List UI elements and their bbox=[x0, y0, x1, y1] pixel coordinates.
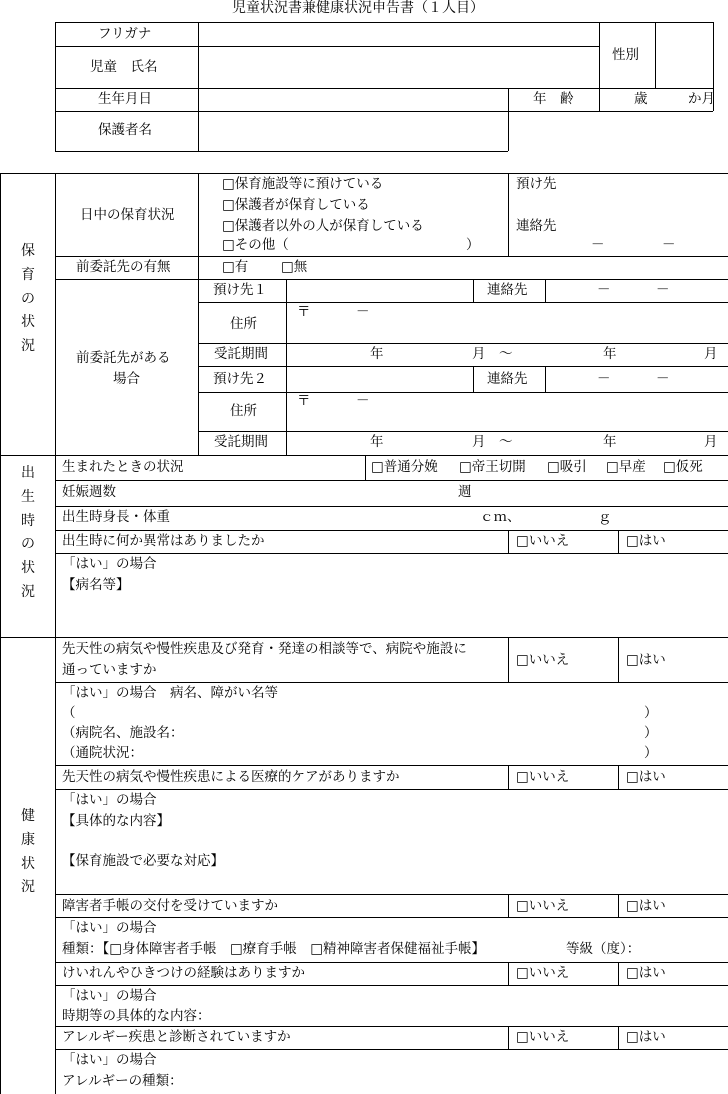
q4-period-detail: 時期等の具体的な内容： bbox=[62, 1008, 211, 1024]
q1-line2: 通っていますか bbox=[62, 662, 157, 678]
q2-yes[interactable]: □はい bbox=[626, 769, 666, 785]
birth-cm-unit: ｃｍ、 bbox=[480, 509, 521, 525]
period2-month-end: 月 bbox=[704, 434, 718, 450]
q1-if-yes: 「はい」の場合 病名、障がい名等 bbox=[62, 685, 278, 701]
q2-needed: 【保育施設で必要な対応】 bbox=[62, 853, 224, 869]
postal2-mark: 〒 bbox=[297, 393, 311, 409]
azukesaki-label: 預け先 bbox=[516, 176, 557, 192]
age-label: 年 齢 bbox=[533, 91, 574, 107]
period2-year-end: 年 bbox=[603, 434, 617, 450]
option-other-close: ） bbox=[466, 237, 480, 253]
period2-month-start: 月 bbox=[472, 434, 486, 450]
contact2-dash-2: － bbox=[656, 371, 670, 387]
period2-tilde: ～ bbox=[499, 434, 513, 450]
gestation-label: 妊娠週数 bbox=[62, 484, 116, 500]
q5-if-yes: 「はい」の場合 bbox=[62, 1052, 157, 1068]
q2-question: 先天性の病気や慢性疾患による医療的ケアがありますか bbox=[62, 769, 400, 785]
born-premature-checkbox[interactable]: □早産 bbox=[606, 459, 646, 475]
q1-hospital: （病院名、施設名： bbox=[62, 725, 184, 741]
born-suction-checkbox[interactable]: □吸引 bbox=[547, 459, 587, 475]
period1-label: 受託期間 bbox=[214, 346, 268, 362]
birth-section-label: 出生時の状況 bbox=[21, 465, 35, 600]
phone-dash-1: － bbox=[591, 237, 605, 253]
age-months-unit: か月 bbox=[688, 91, 715, 107]
child-name-label: 児童 氏名 bbox=[90, 59, 158, 75]
health-section-label: 健康状況 bbox=[21, 808, 35, 896]
q1-paren-close: ） bbox=[644, 705, 658, 721]
prev-yes-checkbox[interactable]: □有 bbox=[222, 259, 249, 275]
age-years-unit: 歳 bbox=[634, 91, 648, 107]
birth-if-yes: 「はい」の場合 bbox=[62, 556, 157, 572]
q3-if-yes: 「はい」の場合 bbox=[62, 920, 157, 936]
q3-no[interactable]: □いいえ bbox=[516, 898, 570, 914]
q3-question: 障害者手帳の交付を受けていますか bbox=[62, 898, 278, 914]
period1-year-end: 年 bbox=[603, 346, 617, 362]
born-normal-checkbox[interactable]: □普通分娩 bbox=[371, 459, 438, 475]
day-care-label: 日中の保育状況 bbox=[80, 207, 175, 223]
contact1-dash-1: － bbox=[597, 282, 611, 298]
born-situation-label: 生まれたときの状況 bbox=[62, 459, 184, 475]
q1-hospital-close: ） bbox=[644, 725, 658, 741]
q1-paren-open: （ bbox=[62, 705, 76, 721]
birth-abnormal-question: 出生時に何か異常はありましたか bbox=[62, 533, 265, 549]
q3-types: 種類：【□身体障害者手帳 □療育手帳 □精神障害者保健福祉手帳】 bbox=[62, 941, 486, 957]
renrakusaki-label: 連絡先 bbox=[516, 218, 557, 234]
furigana-label: フリガナ bbox=[98, 26, 152, 42]
q1-visit: （通院状況： bbox=[62, 745, 143, 761]
postal1-mark: 〒 bbox=[297, 304, 311, 320]
gestation-week-unit: 週 bbox=[458, 484, 472, 500]
address2-label: 住所 bbox=[230, 403, 257, 419]
period1-month-start: 月 bbox=[472, 346, 486, 362]
period1-year-start: 年 bbox=[370, 346, 384, 362]
born-cesarean-checkbox[interactable]: □帝王切開 bbox=[459, 459, 526, 475]
q5-no[interactable]: □いいえ bbox=[516, 1029, 570, 1045]
birth-disease-label: 【病名等】 bbox=[62, 577, 130, 593]
birth-abnormal-yes[interactable]: □はい bbox=[626, 533, 666, 549]
q4-yes[interactable]: □はい bbox=[626, 965, 666, 981]
q3-yes[interactable]: □はい bbox=[626, 898, 666, 914]
birth-size-label: 出生時身長・体重 bbox=[62, 509, 170, 525]
period1-month-end: 月 bbox=[704, 346, 718, 362]
postal2-dash: － bbox=[356, 393, 370, 409]
contact1-dash-2: － bbox=[656, 282, 670, 298]
contact2-label: 連絡先 bbox=[487, 371, 528, 387]
phone-dash-2: － bbox=[662, 237, 676, 253]
period1-tilde: ～ bbox=[499, 346, 513, 362]
q1-line1: 先天性の病気や慢性疾患及び発育・発達の相談等で、病院や施設に bbox=[62, 641, 467, 657]
q4-question: けいれんやひきつけの経験はありますか bbox=[62, 965, 305, 981]
guardian-name-label: 保護者名 bbox=[98, 122, 152, 138]
birthdate-label: 生年月日 bbox=[98, 91, 152, 107]
page-title: 児童状況書兼健康状況申告書（１人目） bbox=[232, 0, 484, 16]
q1-no[interactable]: □いいえ bbox=[516, 652, 570, 668]
birth-abnormal-no[interactable]: □いいえ bbox=[516, 533, 570, 549]
option-facility[interactable]: □保育施設等に預けている bbox=[222, 176, 384, 192]
q1-yes[interactable]: □はい bbox=[626, 652, 666, 668]
q5-yes[interactable]: □はい bbox=[626, 1029, 666, 1045]
q2-no[interactable]: □いいえ bbox=[516, 769, 570, 785]
prev-no-checkbox[interactable]: □無 bbox=[281, 259, 308, 275]
postal1-dash: － bbox=[356, 304, 370, 320]
contact2-dash-1: － bbox=[597, 371, 611, 387]
option-other-person[interactable]: □保護者以外の人が保育している bbox=[222, 218, 424, 234]
q4-if-yes: 「はい」の場合 bbox=[62, 988, 157, 1004]
prev-exists-label-2: 場合 bbox=[113, 371, 140, 387]
period2-year-start: 年 bbox=[370, 434, 384, 450]
option-other[interactable]: □その他（ bbox=[222, 237, 289, 253]
q2-concrete: 【具体的な内容】 bbox=[62, 813, 170, 829]
azukesaki2-label: 預け先２ bbox=[213, 371, 267, 387]
q5-allergy-type: アレルギーの種類： bbox=[62, 1073, 183, 1089]
q5-question: アレルギー疾患と診断されていますか bbox=[62, 1029, 291, 1045]
birth-g-unit: ｇ bbox=[598, 509, 612, 525]
sex-label: 性別 bbox=[612, 47, 639, 63]
prev-exists-label-1: 前委託先がある bbox=[76, 350, 171, 366]
period2-label: 受託期間 bbox=[214, 434, 268, 450]
hoiku-section-label: 保育の状況 bbox=[21, 243, 35, 355]
q2-if-yes: 「はい」の場合 bbox=[62, 792, 157, 808]
option-guardian[interactable]: □保護者が保育している bbox=[222, 197, 370, 213]
q1-visit-close: ） bbox=[644, 745, 658, 761]
prev-entrust-label: 前委託先の有無 bbox=[76, 259, 171, 275]
born-asphyxia-checkbox[interactable]: □仮死 bbox=[663, 459, 703, 475]
q3-grade: 等級（度）： bbox=[566, 941, 641, 957]
q4-no[interactable]: □いいえ bbox=[516, 965, 570, 981]
contact1-label: 連絡先 bbox=[487, 282, 528, 298]
address1-label: 住所 bbox=[230, 316, 257, 332]
azukesaki1-label: 預け先１ bbox=[213, 282, 267, 298]
